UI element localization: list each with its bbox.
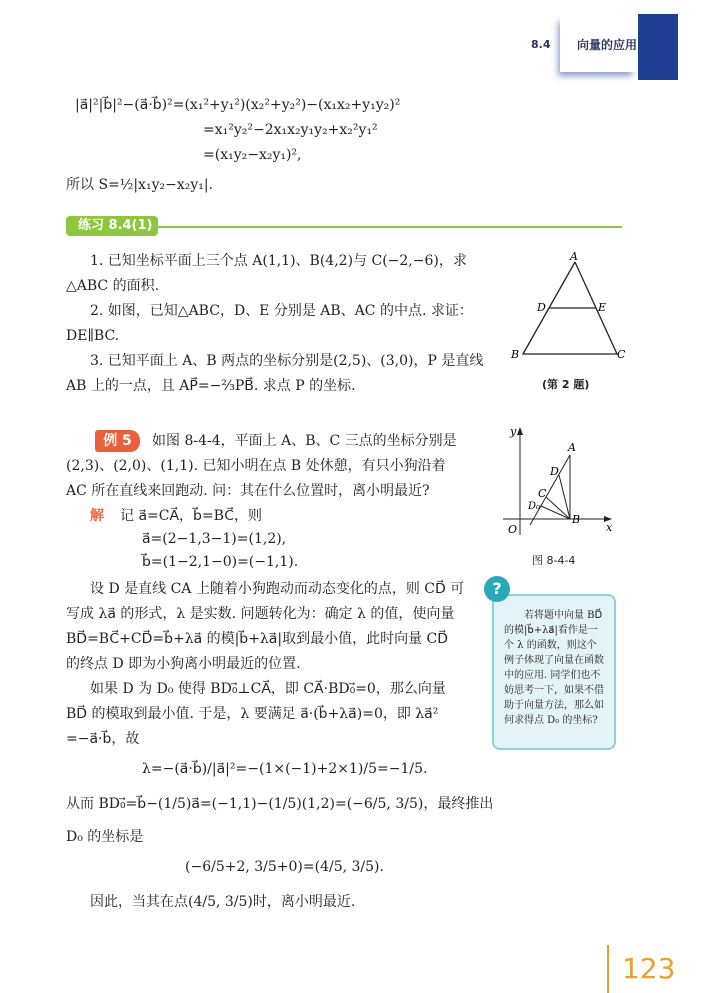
label-D0: D₀ (528, 501, 541, 512)
question-icon: ? (484, 576, 510, 602)
example-line: 因此，当其在点(4/5, 3/5)时，离小明最近. (90, 894, 356, 910)
example-line: =−a⃗·b⃗，故 (66, 731, 140, 747)
note-text: 若将题中向量 BD⃗ 的模|b⃗+λa⃗|看作是一个 λ 的函数，则这个例子体现了向量在函数中的应用. 同学们也不妨思考一下，如果不借助于向量方法，那么如何求得点 D₀ 的坐标? (504, 610, 604, 726)
label-B: B (511, 348, 520, 361)
example-line: (−6/5+2, 3/5+0)=(4/5, 3/5). (185, 859, 384, 875)
example-line: a⃗=(2−1,3−1)=(1,2), (142, 531, 287, 547)
section-title: 向量的应用 (577, 38, 638, 52)
page-number-divider (607, 945, 609, 993)
example-line: D₀ 的坐标是 (66, 829, 144, 845)
label-B: B (572, 513, 581, 526)
page-number: 123 (622, 952, 676, 985)
section-number: 8.4 (531, 38, 551, 51)
example-line: 如果 D 为 D₀ 使得 BD₀⃗⊥CA⃗，即 CA⃗·BD₀⃗=0，那么向量 (90, 681, 446, 697)
header-tab (638, 14, 678, 80)
solution-label: 解 (90, 508, 104, 524)
label-A: A (570, 250, 578, 263)
label-x: x (606, 521, 613, 534)
proof-line: =x₁²y₂²−2x₁x₂y₁y₂+x₂²y₁² (203, 122, 378, 138)
example-line: BD⃗=BC⃗+CD⃗=b⃗+λa⃗ 的模|b⃗+λa⃗|取到最小值，此时向量 CD⃗ (66, 631, 449, 647)
thinking-note (492, 594, 616, 750)
label-O: O (508, 523, 518, 536)
example-line: AC 所在直线来回跑动. 问：其在什么位置时，离小明最近? (66, 483, 430, 499)
example-line: 如图 8-4-4，平面上 A、B、C 三点的坐标分别是 (152, 433, 457, 449)
example-line: 从而 BD₀⃗=b⃗−(1/5)a⃗=(−1,1)−(1/5)(1,2)=(−6/5, 3/5)，最终推出 (66, 796, 494, 812)
exercise-line: △ABC 的面积. (66, 278, 160, 294)
label-A: A (568, 441, 576, 454)
label-D: D (550, 465, 559, 478)
label-D: D (537, 301, 546, 314)
example-line: BD⃗ 的模取到最小值. 于是，λ 要满足 a⃗·(b⃗+λa⃗)=0，即 λa⃗² (66, 706, 439, 722)
example-line: 设 D 是直线 CA 上随着小狗跑动而动态变化的点，则 CD⃗ 可 (90, 581, 465, 597)
exercise-line: 2. 如图，已知△ABC，D、E 分别是 AB、AC 的中点. 求证： (90, 303, 473, 319)
example-line: 写成 λa⃗ 的形式，λ 是实数. 问题转化为：确定 λ 的值，使向量 (66, 606, 455, 622)
coordinate-figure (498, 425, 618, 540)
label-C: C (538, 487, 547, 500)
exercise-line: 3. 已知平面上 A、B 两点的坐标分别是(2,5)、(3,0)，P 是直线 (90, 353, 484, 369)
label-y: y (510, 425, 517, 438)
example-line: b⃗=(1−2,1−0)=(−1,1). (142, 554, 299, 570)
example-tag: 例 5 (95, 430, 140, 452)
exercise-line: DE∥BC. (66, 328, 120, 344)
example-line: (2,3)、(2,0)、(1,1). 已知小明在点 B 处休憩，有只小狗沿着 (66, 458, 446, 474)
example-line: 的终点 D 即为小狗离小明最近的位置. (66, 656, 301, 672)
exercise-line: AB 上的一点，且 AP⃗=−⅔PB⃗. 求点 P 的坐标. (66, 378, 356, 394)
exercise-line: 1. 已知坐标平面上三个点 A(1,1)、B(4,2)与 C(−2,−6)，求 (90, 253, 467, 269)
proof-conclusion: 所以 S=½|x₁y₂−x₂y₁|. (66, 177, 214, 193)
triangle-figure (505, 248, 630, 363)
proof-line: |a⃗|²|b⃗|²−(a⃗·b⃗)²=(x₁²+y₁²)(x₂²+y₂²)−(x₁x₂+y₁y₂)² (75, 97, 401, 113)
example-line: λ=−(a⃗·b⃗)/|a⃗|²=−(1×(−1)+2×1)/5=−1/5. (142, 761, 428, 777)
figure-caption: 图 8-4-4 (532, 554, 576, 567)
proof-line: =(x₁y₂−x₂y₁)², (203, 147, 302, 163)
label-C: C (617, 348, 626, 361)
figure-caption: (第 2 题) (542, 378, 590, 391)
label-E: E (598, 301, 607, 314)
exercise-heading: 练习 8.4(1) (66, 216, 158, 236)
exercise-divider (150, 226, 622, 228)
example-line: 记 a⃗=CA⃗，b⃗=BC⃗，则 (120, 508, 262, 524)
